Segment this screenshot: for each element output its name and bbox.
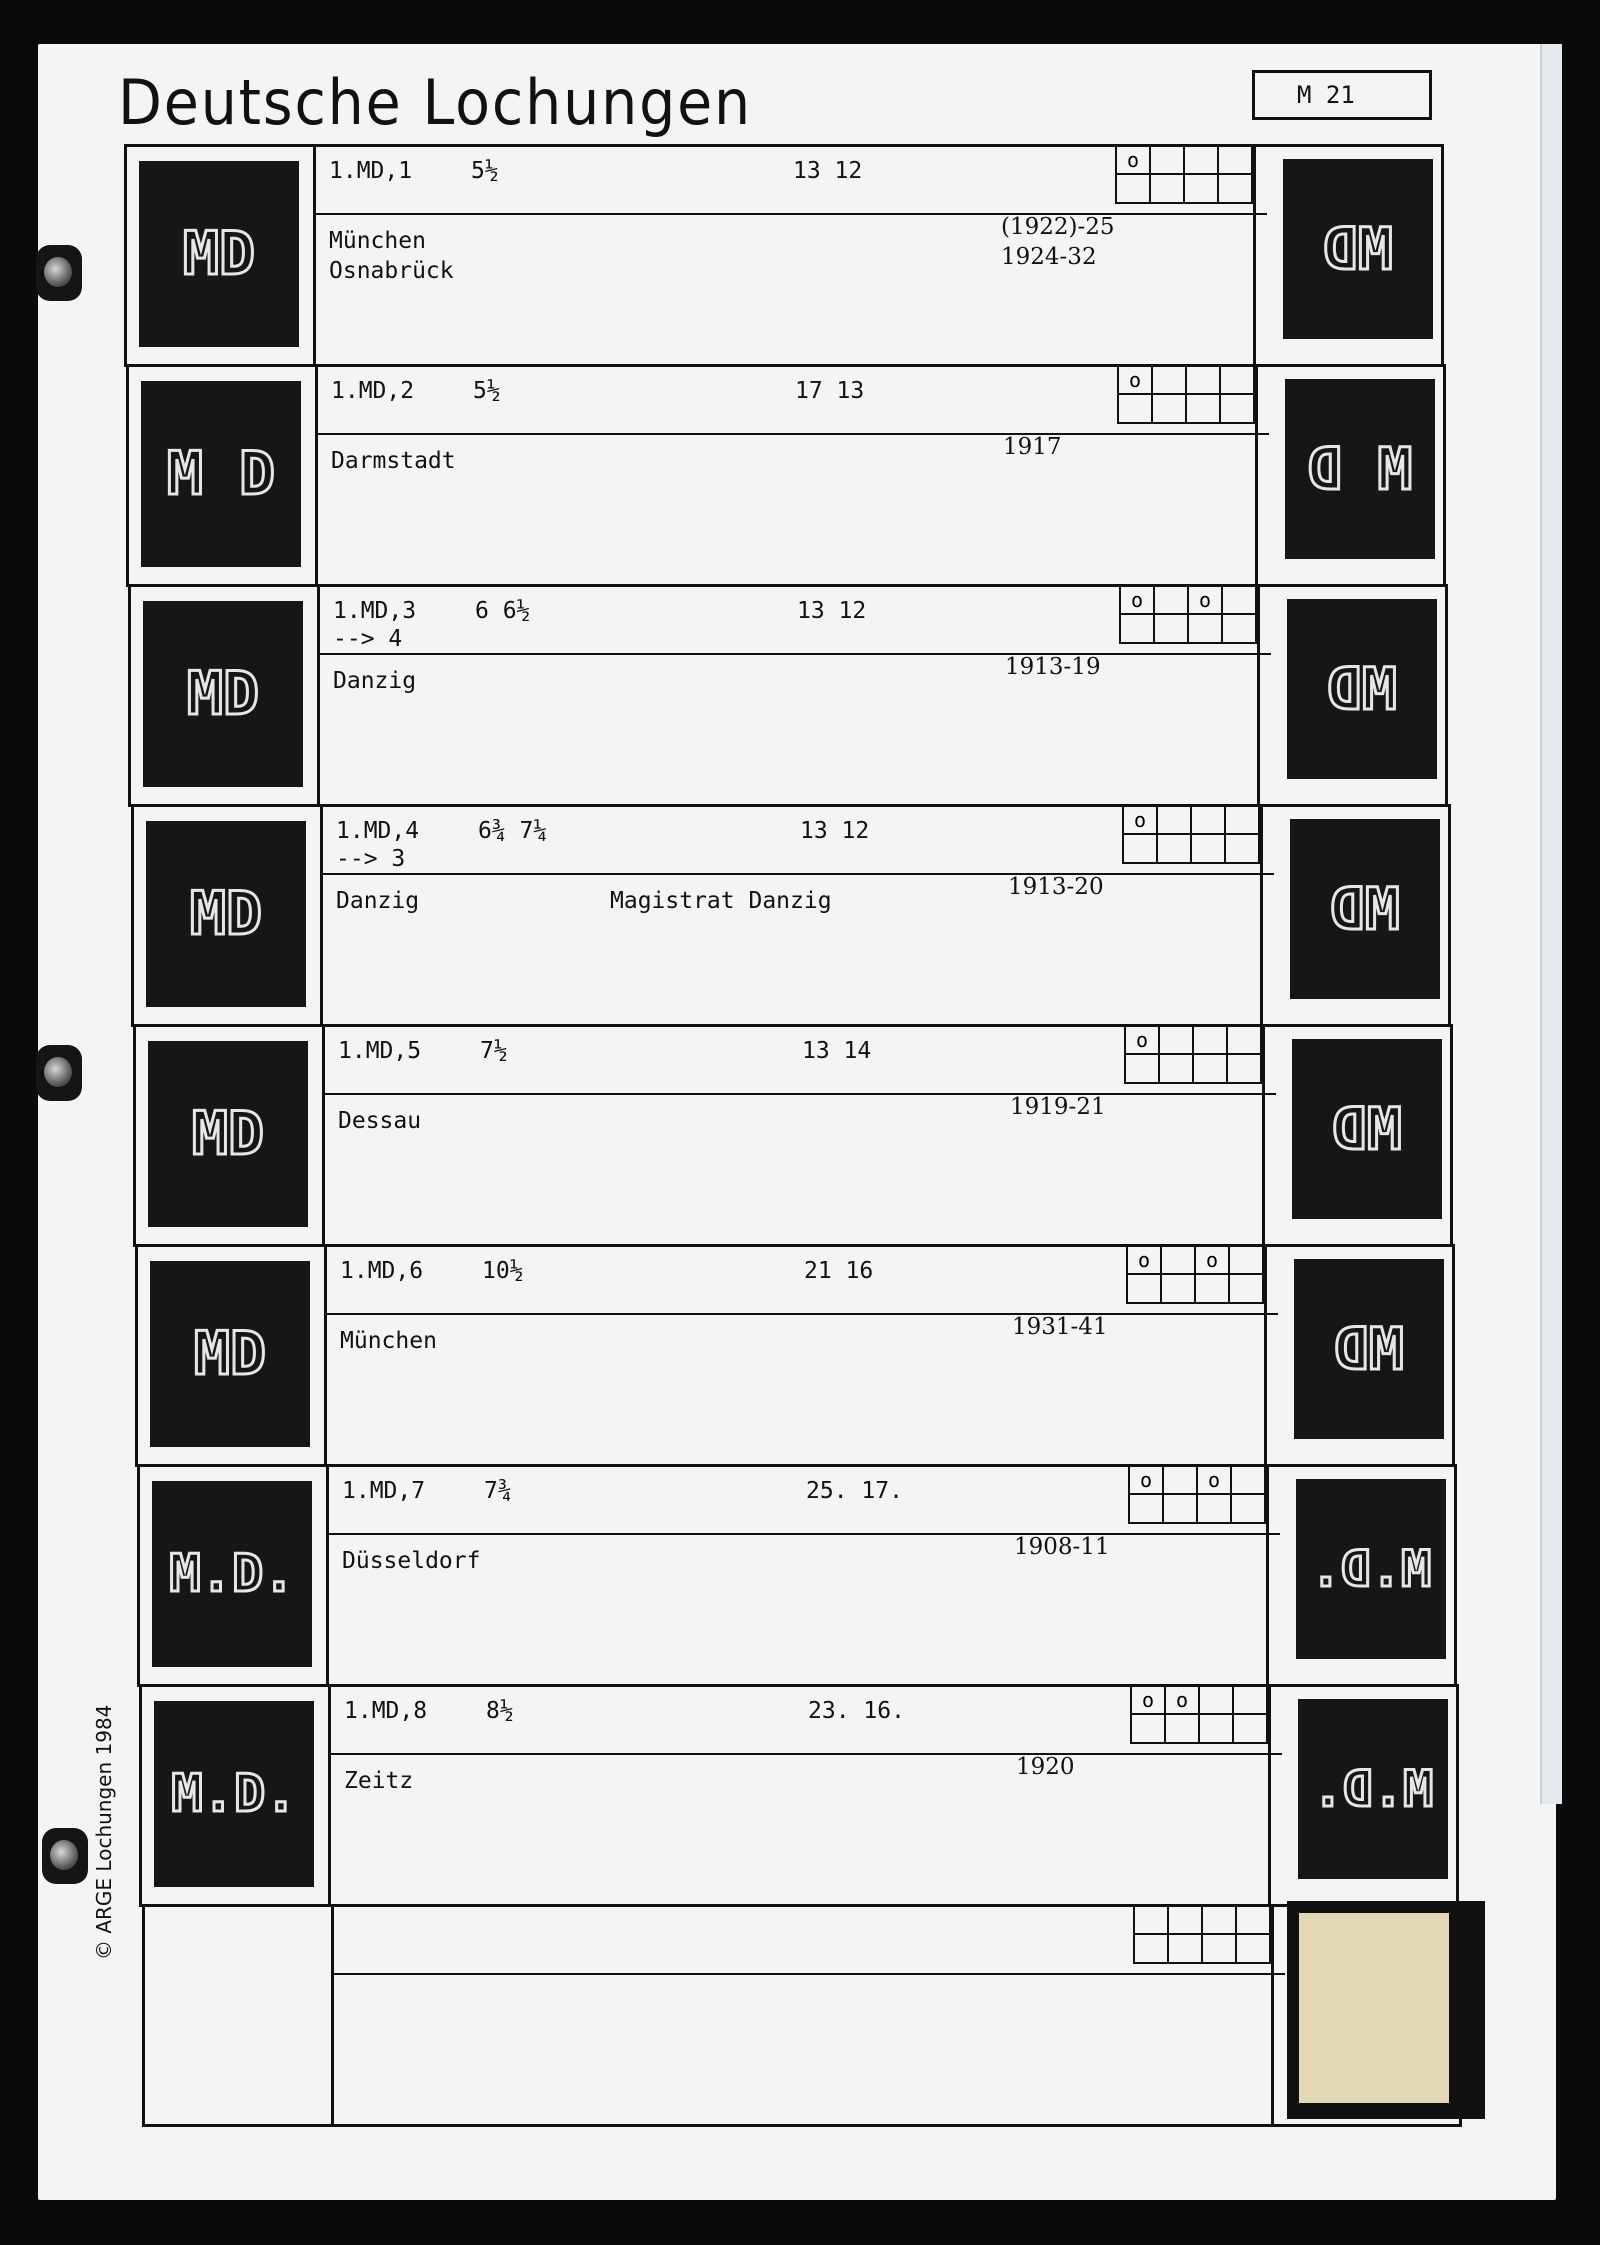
grid-cell: [1227, 1025, 1261, 1054]
position-grid: [1117, 364, 1255, 424]
grid-cell: [1152, 394, 1186, 423]
row-divider: [317, 653, 1271, 655]
catalog-row: [131, 804, 1451, 1027]
grid-cell: [1116, 174, 1150, 203]
grid-cell: [1231, 1494, 1265, 1523]
catalog-number: 1.MD,4: [336, 818, 420, 844]
position-grid: [1128, 1464, 1266, 1524]
position-grid: [1126, 1244, 1264, 1304]
grid-cell: [1129, 1494, 1163, 1523]
perfin-lettering-reverse: MD: [1332, 1095, 1402, 1163]
grid-cell: [1157, 834, 1191, 863]
row-separator: [1264, 1247, 1267, 1464]
cross-reference: --> 3: [336, 846, 406, 872]
perfin-lettering: M D: [166, 439, 276, 509]
city-name: Danzig: [336, 888, 420, 914]
perfin-stamp-reverse: [1294, 1259, 1444, 1439]
row-separator: [1271, 1907, 1274, 2124]
page-code: M 21: [1252, 70, 1432, 120]
grid-cell: [1225, 805, 1259, 834]
grid-cell: [1220, 394, 1254, 423]
perfin-stamp: [152, 1481, 312, 1667]
perfin-stamp-reverse: [1298, 1699, 1448, 1879]
catalog-row: [128, 584, 1448, 807]
catalog-row: [142, 1904, 1462, 2127]
grid-cell: [1168, 1934, 1202, 1963]
grid-cell: o: [1123, 805, 1157, 834]
row-divider: [331, 1973, 1285, 1975]
row-label-area: [322, 1027, 325, 1244]
page-title: Deutsche Lochungen: [118, 66, 753, 139]
row-divider: [328, 1753, 1282, 1755]
perfin-stamp-reverse: [1283, 159, 1433, 339]
city-name: München: [340, 1328, 437, 1354]
grid-cell: [1161, 1245, 1195, 1274]
grid-cell: [1233, 1685, 1267, 1714]
row-divider: [326, 1533, 1280, 1535]
position-grid: [1124, 1024, 1262, 1084]
hole-count: 25. 17.: [806, 1478, 903, 1504]
city-name: Düsseldorf: [342, 1548, 481, 1574]
perfin-stamp: [139, 161, 299, 347]
position-grid: [1122, 804, 1260, 864]
city-name: Dessau: [338, 1108, 422, 1134]
row-separator: [1262, 1027, 1265, 1244]
catalog-number: 1.MD,1: [329, 158, 413, 184]
row-label-area: [324, 1247, 327, 1464]
perfin-lettering-reverse: MD: [1327, 655, 1397, 723]
row-separator: [1253, 147, 1256, 364]
row-divider: [320, 873, 1274, 875]
perfin-lettering-reverse: M.D.: [1310, 1540, 1432, 1598]
grid-cell: [1163, 1494, 1197, 1523]
catalog-row: [135, 1244, 1455, 1467]
hole-count: 13 12: [793, 158, 863, 184]
row-divider: [313, 213, 1267, 215]
usage-years: 1920: [1016, 1754, 1075, 1780]
catalog-row: [133, 1024, 1453, 1247]
perfin-size: 7¾: [484, 1478, 512, 1504]
grid-cell: [1233, 1714, 1267, 1743]
hole-count: 13 12: [800, 818, 870, 844]
perfin-size: 6 6½: [475, 598, 531, 624]
grid-cell: [1220, 365, 1254, 394]
grid-cell: [1197, 1494, 1231, 1523]
perfin-lettering: MD: [189, 879, 263, 949]
perfin-size: 5½: [473, 378, 501, 404]
row-separator: [1268, 1687, 1271, 1904]
catalog-number: 1.MD,8: [344, 1698, 428, 1724]
perfin-lettering-reverse: MD: [1334, 1315, 1404, 1383]
perfin-holes: [1299, 1913, 1449, 2103]
grid-cell: [1159, 1054, 1193, 1083]
catalog-row: [126, 364, 1446, 587]
perfin-size: 7½: [480, 1038, 508, 1064]
binder-ring: [36, 1045, 82, 1101]
row-separator: [1255, 367, 1258, 584]
copyright-notice: © ARGE Lochungen 1984: [92, 1704, 116, 1960]
perfin-stamp: [150, 1261, 310, 1447]
perfin-stamp-reverse: [1285, 379, 1435, 559]
page-edge: [1540, 44, 1562, 1804]
city-name: Darmstadt: [331, 448, 456, 474]
grid-cell: o: [1188, 585, 1222, 614]
perfin-stamp-reverse: [1292, 1039, 1442, 1219]
grid-cell: [1193, 1025, 1227, 1054]
hole-count: 21 16: [804, 1258, 874, 1284]
catalog-number: 1.MD,6: [340, 1258, 424, 1284]
usage-years: 1917: [1003, 434, 1062, 460]
grid-cell: o: [1116, 145, 1150, 174]
perfin-stamp: [141, 381, 301, 567]
hole-count: 17 13: [795, 378, 865, 404]
perfin-lettering: M.D.: [169, 1544, 295, 1604]
grid-cell: [1159, 1025, 1193, 1054]
grid-cell: [1125, 1054, 1159, 1083]
grid-cell: [1161, 1274, 1195, 1303]
grid-cell: [1123, 834, 1157, 863]
grid-cell: [1184, 145, 1218, 174]
grid-cell: [1195, 1274, 1229, 1303]
binder-ring: [36, 245, 82, 301]
perfin-lettering-reverse: MD: [1330, 875, 1400, 943]
catalog-number: 1.MD,2: [331, 378, 415, 404]
row-label-area: [315, 367, 318, 584]
grid-cell: o: [1131, 1685, 1165, 1714]
grid-cell: [1191, 834, 1225, 863]
city-name: Danzig: [333, 668, 417, 694]
grid-cell: [1188, 614, 1222, 643]
row-label-area: [317, 587, 320, 804]
grid-cell: [1186, 394, 1220, 423]
grid-cell: o: [1129, 1465, 1163, 1494]
grid-cell: [1154, 585, 1188, 614]
perforated-stamp: [1299, 1913, 1449, 2103]
grid-cell: [1131, 1714, 1165, 1743]
usage-years: 1931-41: [1012, 1314, 1108, 1340]
position-grid: [1119, 584, 1257, 644]
grid-cell: [1218, 145, 1252, 174]
grid-cell: o: [1165, 1685, 1199, 1714]
perfin-lettering-reverse: M D: [1307, 435, 1413, 503]
grid-cell: [1118, 394, 1152, 423]
usage-years: 1919-21: [1010, 1094, 1106, 1120]
grid-cell: [1191, 805, 1225, 834]
grid-cell: [1236, 1905, 1270, 1934]
grid-cell: [1184, 174, 1218, 203]
grid-cell: [1236, 1934, 1270, 1963]
catalog-row: [137, 1464, 1457, 1687]
grid-cell: [1227, 1054, 1261, 1083]
perfin-stamp: [143, 601, 303, 787]
grid-cell: o: [1120, 585, 1154, 614]
catalog-number: 1.MD,5: [338, 1038, 422, 1064]
grid-cell: [1157, 805, 1191, 834]
row-label-area: [328, 1687, 331, 1904]
perfin-stamp: [148, 1041, 308, 1227]
perfin-size: 10½: [482, 1258, 524, 1284]
grid-cell: [1152, 365, 1186, 394]
grid-cell: [1193, 1054, 1227, 1083]
grid-cell: [1150, 145, 1184, 174]
grid-cell: [1150, 174, 1184, 203]
city-name: München Osnabrück: [329, 228, 454, 284]
cross-reference: --> 4: [333, 626, 403, 652]
perfin-lettering: M.D.: [171, 1764, 297, 1824]
grid-cell: [1218, 174, 1252, 203]
usage-years: (1922)-25 1924-32: [1001, 214, 1115, 270]
row-label-area: [331, 1907, 334, 2124]
grid-cell: [1225, 834, 1259, 863]
grid-cell: [1222, 585, 1256, 614]
catalog-number: 1.MD,7: [342, 1478, 426, 1504]
perfin-lettering: MD: [182, 219, 256, 289]
grid-cell: [1222, 614, 1256, 643]
perfin-stamp-reverse: [1287, 599, 1437, 779]
perfin-size: 5½: [471, 158, 499, 184]
grid-cell: o: [1125, 1025, 1159, 1054]
row-divider: [324, 1313, 1278, 1315]
city-name: Zeitz: [344, 1768, 414, 1794]
grid-cell: [1199, 1714, 1233, 1743]
position-grid: [1115, 144, 1253, 204]
binder-ring: [42, 1828, 88, 1884]
grid-cell: [1168, 1905, 1202, 1934]
position-grid: [1130, 1684, 1268, 1744]
company-name: Magistrat Danzig: [610, 888, 832, 914]
position-grid: [1133, 1904, 1271, 1964]
catalog-row: [124, 144, 1444, 367]
grid-cell: [1202, 1905, 1236, 1934]
grid-cell: [1134, 1934, 1168, 1963]
row-label-area: [326, 1467, 329, 1684]
row-divider: [322, 1093, 1276, 1095]
row-separator: [1266, 1467, 1269, 1684]
grid-cell: [1229, 1274, 1263, 1303]
catalog-row: [139, 1684, 1459, 1907]
grid-cell: [1134, 1905, 1168, 1934]
perfin-lettering-reverse: MD: [1323, 215, 1393, 283]
row-divider: [315, 433, 1269, 435]
perfin-lettering: MD: [193, 1319, 267, 1389]
grid-cell: [1163, 1465, 1197, 1494]
catalog-number: 1.MD,3: [333, 598, 417, 624]
usage-years: 1913-19: [1005, 654, 1101, 680]
perfin-stamp: [154, 1701, 314, 1887]
row-label-area: [320, 807, 323, 1024]
hole-count: 23. 16.: [808, 1698, 905, 1724]
grid-cell: [1186, 365, 1220, 394]
hole-count: 13 12: [797, 598, 867, 624]
grid-cell: o: [1197, 1465, 1231, 1494]
perfin-lettering-reverse: M.D.: [1312, 1760, 1434, 1818]
grid-cell: [1165, 1714, 1199, 1743]
row-separator: [1260, 807, 1263, 1024]
perfin-size: 6¾ 7¼: [478, 818, 548, 844]
grid-cell: o: [1195, 1245, 1229, 1274]
perfin-lettering: MD: [191, 1099, 265, 1169]
row-separator: [1257, 587, 1260, 804]
hole-count: 13 14: [802, 1038, 872, 1064]
grid-cell: [1199, 1685, 1233, 1714]
grid-cell: o: [1127, 1245, 1161, 1274]
perfin-stamp-reverse: [1296, 1479, 1446, 1659]
row-label-area: [313, 147, 316, 364]
grid-cell: o: [1118, 365, 1152, 394]
grid-cell: [1127, 1274, 1161, 1303]
grid-cell: [1229, 1245, 1263, 1274]
perfin-size: 8½: [486, 1698, 514, 1724]
perfin-stamp-reverse: [1290, 819, 1440, 999]
grid-cell: [1154, 614, 1188, 643]
grid-cell: [1120, 614, 1154, 643]
perfin-stamp: [146, 821, 306, 1007]
perfin-lettering: MD: [186, 659, 260, 729]
grid-cell: [1231, 1465, 1265, 1494]
grid-cell: [1202, 1934, 1236, 1963]
usage-years: 1913-20: [1008, 874, 1104, 900]
usage-years: 1908-11: [1014, 1534, 1110, 1560]
